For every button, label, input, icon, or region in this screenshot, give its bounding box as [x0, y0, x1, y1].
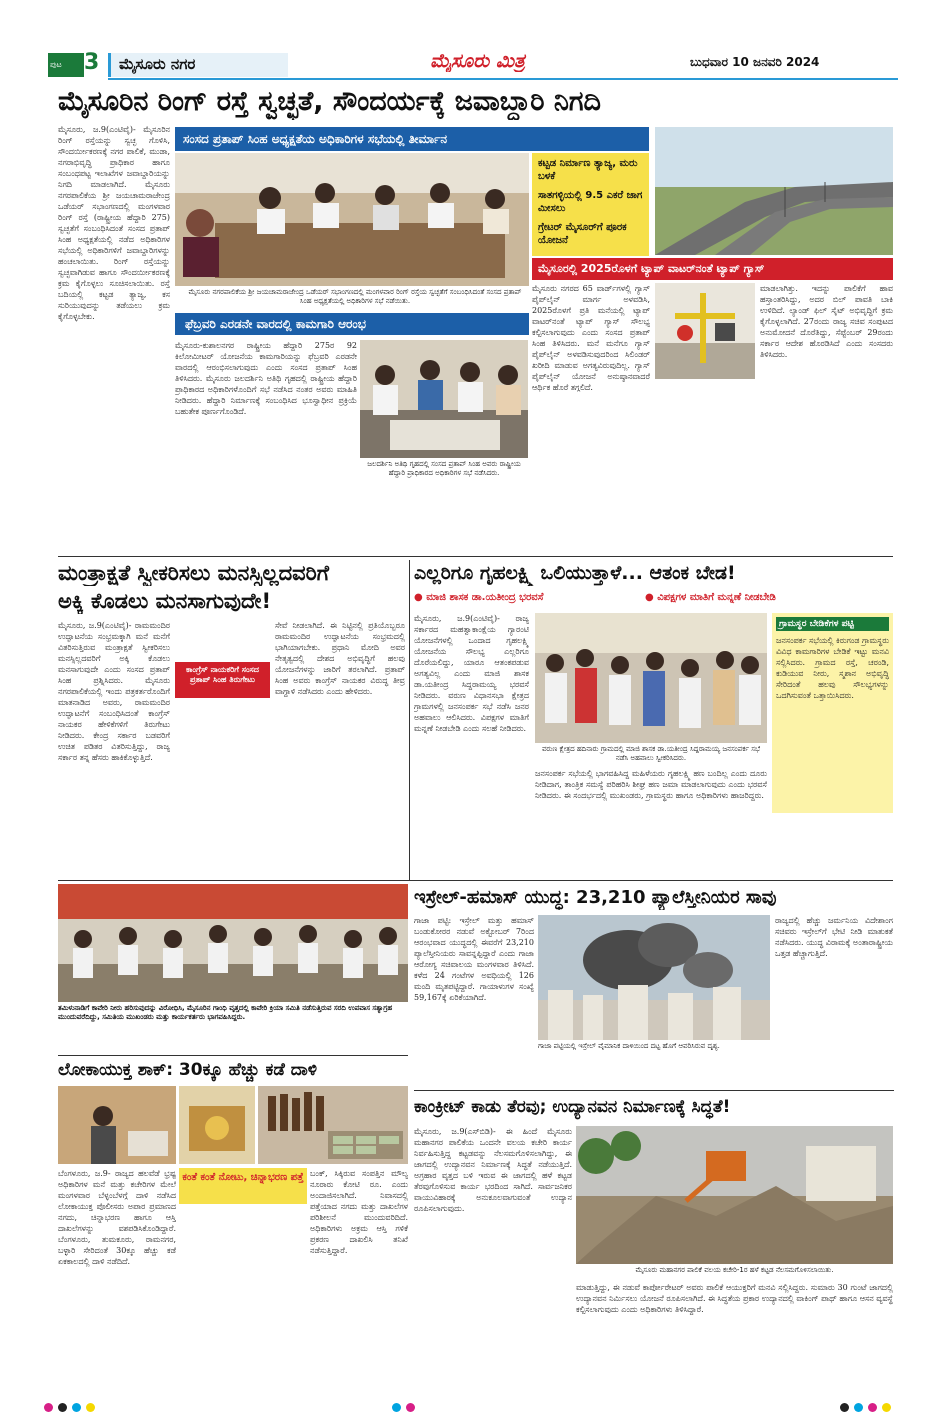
- gaza-smoke-image: [538, 915, 770, 1040]
- story2-body: ಮೈಸೂರು, ಜ.9(ಎಂಟಿವೈ)- ರಾಮಮಂದಿರ ಉದ್ಘಾಟನೆಯ ಸಂಭ್ರಮಕ್ಕಾಗಿ ಮನೆ ಮನೆಗೆ ವಿತರಿಸುತ್ತಿರುವ ಮಂತ್ರಾಕ್ಷತೆ ಸ್ವೀಕರಿಸಲು ಮನಸ್ಸಿಲ್ಲದವರಿಗೆ ಅಕ್ಕಿ ಕೊಡಲು ಮನಸಾಗುವುದೇ ಎಂದು ಸಂಸದ ಪ್ರತಾಪ್ ಸಿಂಹ ಪ್ರಶ್ನಿಸಿದರು. ಮೈಸೂರು ನಗರಪಾಲಿಕೆಯಲ್ಲಿ ಇಂದು ಪತ್ರಕರ್ತರೊಂದಿಗೆ ಮಾತನಾಡಿದ ಅವರು, ರಾಮಮಂದಿರ ಉದ್ಘಾಟನೆಗೆ ಸಂಬಂಧಿಸಿದಂತೆ ಕಾಂಗ್ರೆಸ್ ನಾಯಕರ ಹೇಳಿಕೆಗಳಿಗೆ ತಿರುಗೇಟು ನೀಡಿದರು. ಕೇಂದ್ರ ಸರ್ಕಾರ ಬಡವರಿಗೆ ಉಚಿತ ಪಡಿತರ ವಿತರಿಸುತ್ತಿದ್ದು, ರಾಜ್ಯ ಸರ್ಕಾರ ತನ್ನ ಹೆಸರು ಹಾಕಿಕೊಳ್ಳುತ್ತಿದೆ.: [58, 621, 170, 762]
- story3-tag-2-text: ವಿಪಕ್ಷಗಳ ಮಾತಿಗೆ ಮನ್ನಣೆ ನೀಡಬೇಡಿ: [657, 592, 776, 603]
- story1-sub2-banner: ಫೆಬ್ರವರಿ ಎರಡನೇ ವಾರದಲ್ಲಿ ಕಾಮಗಾರಿ ಆರಂಭ: [175, 313, 529, 335]
- registration-dot: [58, 1403, 67, 1412]
- story3-photo: [535, 613, 767, 743]
- demolition-image: [576, 1126, 893, 1264]
- gas-pipeline-image: [655, 283, 755, 379]
- story7-body-cont: ಮಾಡುತ್ತಿದ್ದು, ಈ ನಡುವೆ ಕಾರ್ಪೋರೇಟರ್ ಅವರು ಪಾಲಿಕೆ ಆಯುಕ್ತರಿಗೆ ಮನವಿ ಸಲ್ಲಿಸಿದ್ದರು. ಸುಮಾರು 30 ಗುಂಟೆ ಜಾಗದಲ್ಲಿ ಉದ್ಯಾನವನ ನಿರ್ಮಿಸಲು ಯೋಜನೆ ರೂಪಿಸಲಾಗಿದೆ. ಈ ಸಿದ್ಧತೆಯ ಪ್ರಕಾರ ಉದ್ಯಾನದಲ್ಲಿ ವಾಕಿಂಗ್ ಪಾಥ್ ಹಾಗೂ ಆಸನ ವ್ಯವಸ್ಥೆ ಕಲ್ಪಿಸಲಾಗುವುದು ಎಂದು ಅಧಿಕಾರಿಗಳು ತಿಳಿಸಿದ್ದಾರೆ.: [576, 1283, 893, 1314]
- registration-dot: [392, 1403, 401, 1412]
- raid-photo-3-image: [258, 1086, 408, 1164]
- paper-name: ಮೈಸೂರು ಮಿತ್ರ: [430, 50, 525, 72]
- story1-bullet-box: [532, 153, 649, 256]
- gas-pipeline-photo: [655, 283, 755, 379]
- story1-meeting-photo: [175, 153, 529, 286]
- story7-caption: ಮೈಸೂರು ಮಹಾನಗರ ಪಾಲಿಕೆ ವಲಯ ಕಚೇರಿ-1ರ ಹಳೆ ಕಟ್ಟಡ ನೆಲಸಮಗೊಳಿಸಲಾಯಿತು.: [635, 1266, 834, 1274]
- story5-headline: ಇಸ್ರೇಲ್-ಹಮಾಸ್ ಯುದ್ಧ: 23,210 ಪ್ಯಾಲೆಸ್ತೀನಿಯರ ಸಾವು: [414, 887, 777, 908]
- story2-box-text: ಕಾಂಗ್ರೆಸ್ ನಾಯಕರಿಗೆ ಸಂಸದ ಪ್ರತಾಪ್ ಸಿಂಹ ತಿರುಗೇಟು: [186, 665, 259, 684]
- story7-photo: [576, 1126, 893, 1264]
- registration-dot: [44, 1403, 53, 1412]
- story5-body: ಗಾಜಾ ಪಟ್ಟಿ: ಇಸ್ರೇಲ್ ಮತ್ತು ಹಮಾಸ್ ಬಂಡುಕೋರರ ನಡುವೆ ಅಕ್ಟೋಬರ್ 7ರಿಂದ ಆರಂಭವಾದ ಯುದ್ಧದಲ್ಲಿ ಈವರೆಗೆ 23,210 ಪ್ಯಾಲೆಸ್ತೀನಿಯರು ಸಾವನ್ನಪ್ಪಿದ್ದಾರೆ ಎಂದು ಗಾಜಾ ಆರೋಗ್ಯ ಸಚಿವಾಲಯ ಮಂಗಳವಾರ ತಿಳಿಸಿದೆ. ಕಳೆದ 24 ಗಂಟೆಗಳ ಅವಧಿಯಲ್ಲಿ 126 ಮಂದಿ ಮೃತಪಟ್ಟಿದ್ದಾರೆ. ಗಾಯಾಳುಗಳ ಸಂಖ್ಯೆ 59,167ಕ್ಕೆ ಏರಿಕೆಯಾಗಿದೆ.: [414, 916, 534, 1002]
- story7-headline: ಕಾಂಕ್ರೀಟ್ ಕಾಡು ತೆರವು; ಉದ್ಯಾನವನ ನಿರ್ಮಾಣಕ್ಕೆ ಸಿದ್ಧತೆ!: [414, 1097, 731, 1117]
- registration-dot: [840, 1403, 849, 1412]
- story5-body-cont: ರಾಜ್ಯದಲ್ಲಿ ಹೆಚ್ಚು ಜರ್ಮನಿಯ ವಿದೇಶಾಂಗ ಸಚಿವರು ಇಸ್ರೇಲ್‌ಗೆ ಭೇಟಿ ನೀಡಿ ಮಾತುಕತೆ ನಡೆಸಿದರು. ಯುದ್ಧ ವಿರಾಮಕ್ಕೆ ಅಂತಾರಾಷ್ಟ್ರೀಯ ಒತ್ತಡ ಹೆಚ್ಚಾಗುತ್ತಿದೆ.: [775, 916, 893, 958]
- story3-crowd-image: [535, 613, 767, 743]
- story5-caption: ಗಾಜಾ ಪಟ್ಟಿಯಲ್ಲಿ ಇಸ್ರೇಲ್ ವೈಮಾನಿಕ ದಾಳಿಯಿಂದ ದಟ್ಟ ಹೊಗೆ ಆವರಿಸಿರುವ ದೃಶ್ಯ.: [538, 1042, 720, 1050]
- story1-photo-caption: ಮೈಸೂರು ನಗರಪಾಲಿಕೆಯ ಶ್ರೀ ಜಯಚಾಮರಾಜೇಂದ್ರ ಒಡೆಯರ್ ಸಭಾಂಗಣದಲ್ಲಿ ಮಂಗಳವಾರ ರಿಂಗ್ ರಸ್ತೆಯ ಸ್ವಚ್ಛತೆಗೆ ಸಂಬಂಧಿಸಿದಂತೆ ಸಂಸದ ಪ್ರತಾಪ್ ಸಿಂಹ ಅಧ್ಯಕ್ಷತೆಯಲ್ಲಿ ಅಧಿಕಾರಿಗಳ ಸಭೆ ನಡೆಯಿತು.: [188, 288, 522, 305]
- story1-sub2-body: ಮೈಸೂರು-ಕುಶಾಲನಗರ ರಾಷ್ಟ್ರೀಯ ಹೆದ್ದಾರಿ 275ರ 92 ಕಿಲೋಮೀಟರ್ ಯೋಜನೆಯ ಕಾಮಗಾರಿಯನ್ನು ಫೆಬ್ರವರಿ ಎರಡನೇ ವಾರದಲ್ಲಿ ಆರಂಭಿಸಲಾಗುವುದು ಎಂದು ಸಂಸದ ಪ್ರತಾಪ್ ಸಿಂಹ ತಿಳಿಸಿದರು. ಮೈಸೂರು ಜಲದರ್ಶಿನಿ ಅತಿಥಿ ಗೃಹದಲ್ಲಿ ರಾಷ್ಟ್ರೀಯ ಹೆದ್ದಾರಿ ಪ್ರಾಧಿಕಾರದ ಅಧಿಕಾರಿಗಳೊಂದಿಗೆ ಸಭೆ ನಡೆಸಿದ ನಂತರ ಅವರು ಮಾಹಿತಿ ನೀಡಿದರು. ಹೆದ್ದಾರಿ ನಿರ್ಮಾಣಕ್ಕೆ ಸಂಬಂಧಿಸಿದ ಭೂಸ್ವಾಧೀನ ಪ್ರಕ್ರಿಯೆ ಬಹುತೇಕ ಪೂರ್ಣಗೊಂಡಿದೆ.: [175, 341, 357, 416]
- divider-row2: [58, 880, 893, 881]
- story2-headline-1: ಮಂತ್ರಾಕ್ಷತೆ ಸ್ವೀಕರಿಸಲು ಮನಸ್ಸಿಲ್ಲದವರಿಗೆ: [58, 561, 329, 585]
- registration-dot: [882, 1403, 891, 1412]
- sidebar-body: ಜನಸಂಪರ್ಕ ಸಭೆಯಲ್ಲಿ ಕಿರುಗಂಡ ಗ್ರಾಮಸ್ಥರು ವಿವಿಧ ಕಾಮಗಾರಿಗಳ ಬೇಡಿಕೆ ಇಟ್ಟು ಮನವಿ ಸಲ್ಲಿಸಿದರು. ಗ್ರಾಮದ ರಸ್ತೆ, ಚರಂಡಿ, ಕುಡಿಯುವ ನೀರು, ಸ್ಮಶಾನ ಅಭಿವೃದ್ಧಿ ಸೇರಿದಂತೆ ಹಲವು ಸೌಲಭ್ಯಗಳನ್ನು ಒದಗಿಸುವಂತೆ ಒತ್ತಾಯಿಸಿದರು.: [776, 636, 889, 700]
- story1-sub3-body-cont: ಮಾಡಲಾಗಿತ್ತು. ಇದನ್ನು ಪಾಲಿಕೆಗೆ ಹಾವ ಹಸ್ತಾಂತರಿಸಿದ್ದು, ಅದರ ಬಿಲ್ ಪಾವತಿ ಬಾಕಿ ಉಳಿದಿದೆ. ಲ್ಯಾಂಡ್ ಫಿಲ್ ಸೈಟ್ ಅಭಿವೃದ್ಧಿಗೆ ಕ್ರಮ ಕೈಗೊಳ್ಳಲಾಗಿದೆ. 27ರಂದು ರಾಜ್ಯ ಸಚಿವ ಸಂಪುಟದ ಅನುಮೋದನೆ ದೊರೆತಿದ್ದು, ಸೆಪ್ಟೆಂಬರ್ 29ರಂದು ಸರ್ಕಾರ ಆದೇಶ ಹೊರಡಿಸಿದೆ ಎಂದು ಸಂಸದರು ತಿಳಿಸಿದರು.: [760, 284, 893, 359]
- story1-sub3-banner: ಮೈಸೂರಲ್ಲಿ 2025ರೊಳಗೆ ಟ್ಯಾಪ್ ವಾಟರ್‌ನಂತೆ ಟ್ಯಾಪ್ ಗ್ಯಾಸ್: [532, 258, 893, 280]
- story1-headline: ಮೈಸೂರಿನ ರಿಂಗ್ ರಸ್ತೆ ಸ್ವಚ್ಛತೆ, ಸೌಂದರ್ಯಕ್ಕೆ ಜವಾಬ್ದಾರಿ ನಿಗದಿ: [58, 86, 601, 117]
- raid-photo-1-image: [58, 1086, 176, 1164]
- story6-box-text: ಕಂತೆ ಕಂತೆ ನೋಟು, ಚಿನ್ನಾಭರಣ ಪತ್ತೆ: [182, 1172, 304, 1183]
- sidebar-title: ಗ್ರಾಮಸ್ಥರ ಬೇಡಿಕೆಗಳ ಪಟ್ಟಿ: [776, 617, 889, 631]
- highway-meeting-photo: [360, 340, 528, 458]
- story3-sidebar: [772, 613, 893, 813]
- section-title: ಮೈಸೂರು ನಗರ: [108, 53, 288, 77]
- story3-body: ಮೈಸೂರು, ಜ.9(ಎಂಟಿವೈ)- ರಾಜ್ಯ ಸರ್ಕಾರದ ಮಹತ್ವಾಕಾಂಕ್ಷೆಯ ಗ್ಯಾರಂಟಿ ಯೋಜನೆಗಳಲ್ಲಿ ಒಂದಾದ ಗೃಹಲಕ್ಷ್ಮಿ ಯೋಜನೆಯ ಸೌಲಭ್ಯ ಎಲ್ಲರಿಗೂ ದೊರೆಯಲಿದ್ದು, ಯಾರೂ ಆತಂಕಪಡುವ ಅಗತ್ಯವಿಲ್ಲ ಎಂದು ಮಾಜಿ ಶಾಸಕ ಡಾ.ಯತೀಂದ್ರ ಸಿದ್ದರಾಮಯ್ಯ ಭರವಸೆ ನೀಡಿದರು. ವರುಣ ವಿಧಾನಸಭಾ ಕ್ಷೇತ್ರದ ಗ್ರಾಮಗಳಲ್ಲಿ ಜನಸಂಪರ್ಕ ಸಭೆ ನಡೆಸಿ ಜನರ ಅಹವಾಲು ಆಲಿಸಿದರು. ವಿಪಕ್ಷಗಳ ಮಾತಿಗೆ ಮನ್ನಣೆ ನೀಡಬೇಡಿ ಎಂದು ಸಲಹೆ ನೀಡಿದರು.: [414, 614, 529, 733]
- story1-subhead: ಸಂಸದ ಪ್ರತಾಪ್ ಸಿಂಹ ಅಧ್ಯಕ್ಷತೆಯ ಅಧಿಕಾರಿಗಳ ಸಭೆಯಲ್ಲಿ ತೀರ್ಮಾನ: [175, 127, 649, 151]
- registration-dot: [868, 1403, 877, 1412]
- story4-caption: ತಮಿಳುನಾಡಿಗೆ ಕಾವೇರಿ ನೀರು ಹರಿಸುವುದನ್ನು ವಿರೋಧಿಸಿ, ಮೈಸೂರಿನ ಗಾಂಧಿ ವೃತ್ತದಲ್ಲಿ ಕಾವೇರಿ ಕ್ರಿಯಾ ಸಮಿತಿ ನಡೆಸುತ್ತಿರುವ ಸರದಿ ಉಪವಾಸ ಸತ್ಯಾಗ್ರಹ ಮುಂದುವರೆದಿದ್ದು, ಸಮಿತಿಯ ಮುಖಂಡರು ಮತ್ತು ಕಾರ್ಯಕರ್ತರು ಭಾಗವಹಿಸಿದ್ದರು.: [58, 1004, 393, 1021]
- tag-bullet-1: ●: [414, 592, 427, 603]
- story5-photo: [538, 915, 770, 1040]
- story1-body: ಮೈಸೂರು, ಜ.9(ಎಂಟಿವೈ)- ಮೈಸೂರಿನ ರಿಂಗ್ ರಸ್ತೆಯನ್ನು ಸ್ವಚ್ಛ ಗೊಳಿಸಿ, ಸೌಂದರ್ಯೀಕರಣಕ್ಕೆ ನಗರ ಪಾಲಿಕೆ, ಮುಡಾ, ನಗರಾಭಿವೃದ್ಧಿ ಪ್ರಾಧಿಕಾರ ಹಾಗೂ ಸಂಬಂಧಪಟ್ಟ ಇಲಾಖೆಗಳ ಜವಾಬ್ದಾರಿಯನ್ನು ನಿಗದಿ ಮಾಡಲಾಗಿದೆ. ಮೈಸೂರು ನಗರಪಾಲಿಕೆಯ ಶ್ರೀ ಜಯಚಾಮರಾಜೇಂದ್ರ ಒಡೆಯರ್ ಸಭಾಂಗಣದಲ್ಲಿ ಮಂಗಳವಾರ ರಿಂಗ್ ರಸ್ತೆ (ರಾಷ್ಟ್ರೀಯ ಹೆದ್ದಾರಿ 275) ಸ್ವಚ್ಛತೆಗೆ ಸಂಬಂಧಿಸಿದಂತೆ ಸಂಸದ ಪ್ರತಾಪ್ ಸಿಂಹ ಅಧ್ಯಕ್ಷತೆಯಲ್ಲಿ ನಡೆದ ಅಧಿಕಾರಿಗಳ ಸಭೆಯಲ್ಲಿ ಅಧಿಕಾರಿಗಳಿಗೆ ಜವಾಬ್ದಾರಿಗಳನ್ನು ಹಂಚಲಾಯಿತು. ರಿಂಗ್ ರಸ್ತೆಯನ್ನು ಸ್ವಚ್ಛವಾಗಿಡುವ ಹಾಗೂ ಸೌಂದರ್ಯೀಕರಣಕ್ಕೆ ಕ್ರಮ ಕೈಗೊಳ್ಳಲು ಸೂಚಿಸಲಾಯಿತು. ರಸ್ತೆ ಬದಿಯಲ್ಲಿ ಕಟ್ಟಡ ತ್ಯಾಜ್ಯ, ಕಸ ಸುರಿಯುವುದನ್ನು ತಡೆಯಲು ಕ್ರಮ ಕೈಗೊಳ್ಳಬೇಕು.: [58, 125, 170, 321]
- masthead-rule: [108, 78, 898, 80]
- story6-body-cont: ಬಂಕ್, ಸಿಕ್ಕಿರುವ ಸಂಪತ್ತಿನ ಮೌಲ್ಯ ನೂರಾರು ಕೋಟಿ ರೂ. ಎಂದು ಅಂದಾಜಿಸಲಾಗಿದೆ. ನಿವಾಸದಲ್ಲಿ ಪತ್ತೆಯಾದ ನಗದು ಮತ್ತು ದಾಖಲೆಗಳ ಪರಿಶೀಲನೆ ಮುಂದುವರಿದಿದೆ. ಅಧಿಕಾರಿಗಳು ಅಕ್ರಮ ಆಸ್ತಿ ಗಳಿಕೆ ಪ್ರಕರಣ ದಾಖಲಿಸಿ ತನಿಖೆ ನಡೆಸುತ್ತಿದ್ದಾರೆ.: [310, 1169, 408, 1255]
- masthead: [0, 0, 945, 80]
- registration-dot: [86, 1403, 95, 1412]
- highway-meeting-image: [360, 340, 528, 458]
- story7-body: ಮೈಸೂರು, ಜ.9(ಎಸ್‌ಬಿಡಿ)- ಈ ಹಿಂದೆ ಮೈಸೂರು ಮಹಾನಗರ ಪಾಲಿಕೆಯ ಒಂದನೇ ವಲಯ ಕಚೇರಿ ಕಾರ್ಯ ನಿರ್ವಹಿಸುತ್ತಿದ್ದ ಕಟ್ಟಡವನ್ನು ನೆಲಸಮಗೊಳಿಸಲಾಗಿದ್ದು, ಈ ಜಾಗದಲ್ಲಿ ಉದ್ಯಾನವನ ನಿರ್ಮಾಣಕ್ಕೆ ಸಿದ್ಧತೆ ನಡೆಯುತ್ತಿದೆ. ಅಗ್ರಹಾರ ವೃತ್ತದ ಬಳಿ ಇರುವ ಈ ಜಾಗದಲ್ಲಿ ಹಳೆ ಕಟ್ಟಡ ತೆರವುಗೊಳಿಸುವ ಕಾರ್ಯ ಭರದಿಂದ ಸಾಗಿದೆ. ಸಾರ್ವಜನಿಕರ ವಾಯುವಿಹಾರಕ್ಕೆ ಅನುಕೂಲವಾಗುವಂತೆ ಉದ್ಯಾನ ರೂಪಿಸಲಾಗುವುದು.: [414, 1127, 572, 1213]
- divider-row1: [58, 556, 893, 557]
- story6-headline: ಲೋಕಾಯುಕ್ತ ಶಾಕ್: 30ಕ್ಕೂ ಹೆಚ್ಚು ಕಡೆ ದಾಳಿ: [58, 1060, 317, 1080]
- protest-image: [58, 884, 408, 1002]
- story3-tag-1-text: ಮಾಜಿ ಶಾಸಕ ಡಾ.ಯತೀಂದ್ರ ಭರವಸೆ: [426, 592, 544, 603]
- story6-photo-1: [58, 1086, 176, 1164]
- story2-box: [175, 662, 270, 698]
- page-label: [48, 53, 84, 77]
- story3-tag-1: [414, 592, 639, 610]
- story2-body-cont: ಸೇವೆ ನೀಡಲಾಗಿದೆ. ಈ ನಿಟ್ಟಿನಲ್ಲಿ ಪ್ರತಿಯೊಬ್ಬರೂ ರಾಮಮಂದಿರ ಉದ್ಘಾಟನೆಯ ಸಂಭ್ರಮದಲ್ಲಿ ಭಾಗಿಯಾಗಬೇಕು. ಪ್ರಧಾನಿ ಮೋದಿ ಅವರ ನೇತೃತ್ವದಲ್ಲಿ ದೇಶದ ಅಭಿವೃದ್ಧಿಗೆ ಹಲವು ಯೋಜನೆಗಳನ್ನು ಜಾರಿಗೆ ತರಲಾಗಿದೆ. ಪ್ರತಾಪ್ ಸಿಂಹ ಅವರು ಕಾಂಗ್ರೆಸ್ ನಾಯಕರ ವಿರುದ್ಧ ತೀವ್ರ ವಾಗ್ದಾಳಿ ನಡೆಸಿದರು ಎಂದು ಹೇಳಿದರು.: [275, 621, 405, 696]
- divider-vertical-mid: [409, 560, 410, 880]
- story6-body: ಬೆಂಗಳೂರು, ಜ.9- ರಾಜ್ಯದ ಹಲವೆಡೆ ಭ್ರಷ್ಟ ಅಧಿಕಾರಿಗಳ ಮನೆ ಮತ್ತು ಕಚೇರಿಗಳ ಮೇಲೆ ಮಂಗಳವಾರ ಬೆಳ್ಳಂಬೆಳಗ್ಗೆ ದಾಳಿ ನಡೆಸಿದ ಲೋಕಾಯುಕ್ತ ಪೊಲೀಸರು ಅಪಾರ ಪ್ರಮಾಣದ ನಗದು, ಚಿನ್ನಾಭರಣ ಹಾಗೂ ಆಸ್ತಿ ದಾಖಲೆಗಳನ್ನು ವಶಪಡಿಸಿಕೊಂಡಿದ್ದಾರೆ. ಬೆಂಗಳೂರು, ತುಮಕೂರು, ರಾಮನಗರ, ಬಳ್ಳಾರಿ ಸೇರಿದಂತೆ 30ಕ್ಕೂ ಹೆಚ್ಚು ಕಡೆ ಏಕಕಾಲದಲ್ಲಿ ದಾಳಿ ನಡೆದಿದೆ.: [58, 1169, 176, 1266]
- story6-photo-2: [179, 1086, 255, 1164]
- ring-road-image: [655, 127, 893, 255]
- divider-row3-right: [414, 1090, 894, 1091]
- ring-road-photo: [655, 127, 893, 255]
- page-number: 3: [84, 50, 100, 75]
- raid-photo-2-image: [179, 1086, 255, 1164]
- page-label-text: ಪುಟ: [50, 60, 62, 69]
- story3-body-cont: ಜನಸಂಪರ್ಕ ಸಭೆಯಲ್ಲಿ ಭಾಗವಹಿಸಿದ್ದ ಮಹಿಳೆಯರು ಗೃಹಲಕ್ಷ್ಮಿ ಹಣ ಬಂದಿಲ್ಲ ಎಂದು ದೂರು ನೀಡಿದಾಗ, ತಾಂತ್ರಿಕ ಸಮಸ್ಯೆ ಪರಿಹರಿಸಿ ಶೀಘ್ರ ಹಣ ಜಮಾ ಮಾಡಲಾಗುವುದು ಎಂದು ಭರವಸೆ ನೀಡಿದರು. ಈ ಸಂದರ್ಭದಲ್ಲಿ ಮುಖಂಡರು, ಗ್ರಾಮಸ್ಥರು ಹಾಗೂ ಅಧಿಕಾರಿಗಳು ಹಾಜರಿದ್ದರು.: [535, 769, 767, 800]
- registration-dot: [72, 1403, 81, 1412]
- story2-headline-2: ಅಕ್ಕಿ ಕೊಡಲು ಮನಸಾಗುವುದೇ!: [58, 589, 272, 613]
- highway-meeting-caption: ಜಲದರ್ಶಿನಿ ಅತಿಥಿ ಗೃಹದಲ್ಲಿ ಸಂಸದ ಪ್ರತಾಪ್ ಸಿಂಹ ಅವರು ರಾಷ್ಟ್ರೀಯ ಹೆದ್ದಾರಿ ಪ್ರಾಧಿಕಾರದ ಅಧಿಕಾರಿಗಳ ಸಭೆ ನಡೆಸಿದರು.: [367, 460, 521, 477]
- story3-tag-2: [645, 592, 895, 610]
- story4-photo: [58, 884, 408, 1002]
- story1-sub3-body: ಮೈಸೂರು ನಗರದ 65 ವಾರ್ಡ್‌ಗಳಲ್ಲಿ ಗ್ಯಾಸ್ ಪೈಪ್‌ಲೈನ್ ಮಾರ್ಗ ಅಳವಡಿಸಿ, 2025ರೊಳಗೆ ಪ್ರತಿ ಮನೆಯಲ್ಲಿ ಟ್ಯಾಪ್ ವಾಟರ್‌ನಂತೆ ಟ್ಯಾಪ್ ಗ್ಯಾಸ್ ಸೌಲಭ್ಯ ಕಲ್ಪಿಸಲಾಗುವುದು ಎಂದು ಸಂಸದ ಪ್ರತಾಪ್ ಸಿಂಹ ತಿಳಿಸಿದರು. ಮನೆ ಮನೆಗೂ ಗ್ಯಾಸ್ ಪೈಪ್‌ಲೈನ್ ಅಳವಡಿಸುವುದರಿಂದ ಸಿಲಿಂಡರ್ ಖರೀದಿ ಮಾಡುವ ಅಗತ್ಯವಿರುವುದಿಲ್ಲ. ಗ್ಯಾಸ್ ಪೈಪ್‌ಲೈನ್ ಯೋಜನೆ ಅನುಷ್ಠಾನವಾದರೆ ಆರ್ಥಿಕ ಹೊರೆ ತಗ್ಗಲಿದೆ.: [532, 284, 650, 392]
- story6-photo-3: [258, 1086, 408, 1164]
- issue-date: ಬುಧವಾರ 10 ಜನವರಿ 2024: [690, 55, 820, 69]
- registration-dot: [854, 1403, 863, 1412]
- bullet-1: ಕಟ್ಟಡ ನಿರ್ಮಾಣ ತ್ಯಾಜ್ಯ, ಮರು ಬಳಕೆ: [538, 158, 638, 182]
- story3-photo-caption: ವರುಣ ಕ್ಷೇತ್ರದ ಹದಿನಾರು ಗ್ರಾಮದಲ್ಲಿ ಮಾಜಿ ಶಾಸಕ ಡಾ.ಯತೀಂದ್ರ ಸಿದ್ದರಾಮಯ್ಯ ಜನಸಂಪರ್ಕ ಸಭೆ ನಡೆಸಿ ಅಹವಾಲು ಸ್ವೀಕರಿಸಿದರು.: [541, 745, 761, 762]
- story6-box: [179, 1168, 307, 1204]
- bullet-2: ಸಾತಗಳ್ಳಿಯಲ್ಲಿ 9.5 ಎಕರೆ ಜಾಗ ಮೀಸಲು: [538, 190, 643, 214]
- meeting-photo-image: [175, 153, 529, 286]
- bullet-3: ಗ್ರೇಟರ್ ಮೈಸೂರ್‌ಗೆ ಪೂರಕ ಯೋಜನೆ: [538, 222, 627, 246]
- registration-dot: [406, 1403, 415, 1412]
- story3-headline: ಎಲ್ಲರಿಗೂ ಗೃಹಲಕ್ಷ್ಮಿ ಒಲಿಯುತ್ತಾಳೆ... ಆತಂಕ ಬೇಡ!: [414, 562, 736, 584]
- divider-row3-left: [58, 1055, 408, 1056]
- tag-bullet-2: ●: [645, 592, 658, 603]
